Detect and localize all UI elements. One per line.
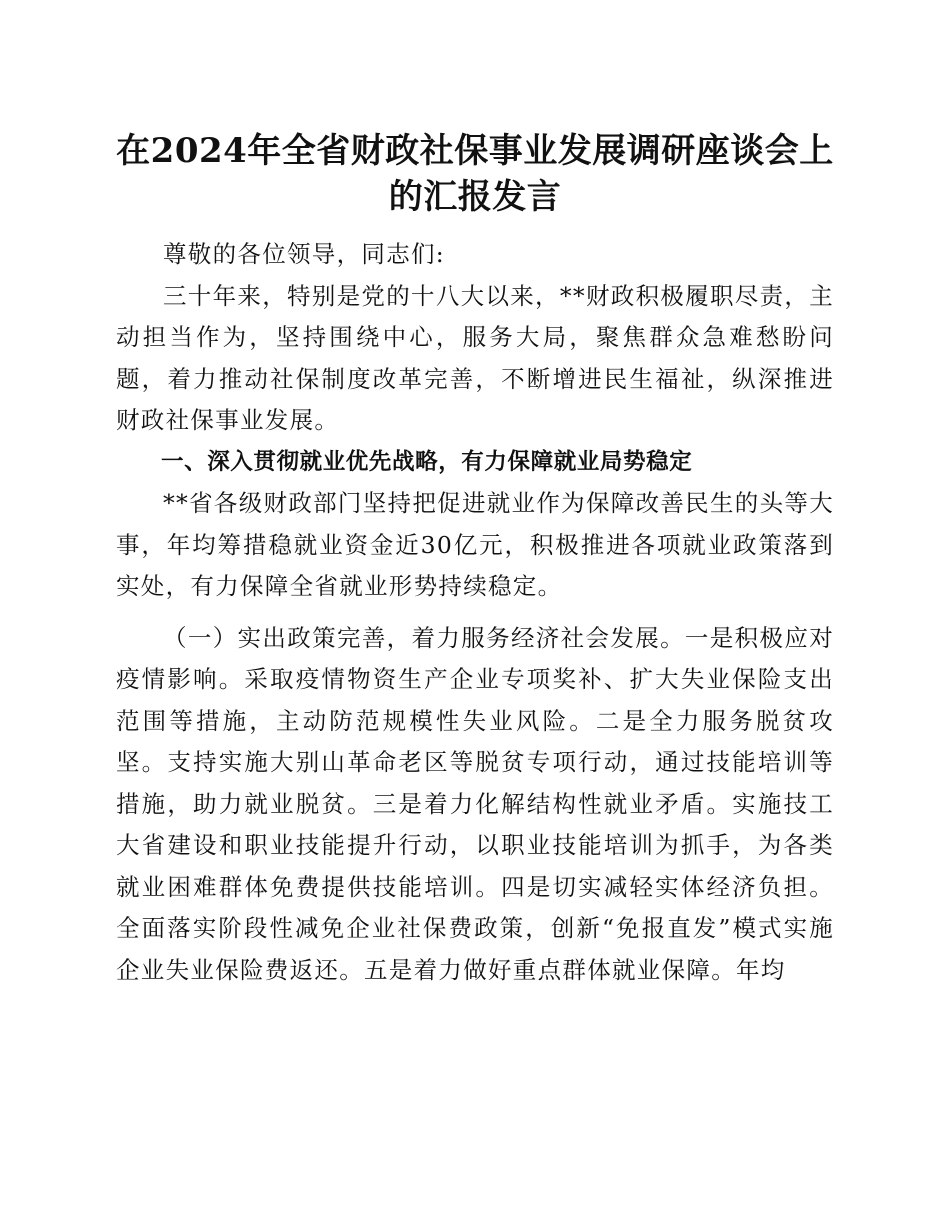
title-line-1: 在2024年全省财政社保事业发展调研座谈会上 (116, 131, 834, 171)
document-page (116, 128, 834, 991)
title-line-2: 的汇报发言 (388, 177, 562, 217)
section-1-paragraph: **省各级财政部门坚持把促进就业作为保障改善民生的头等大事，年均筹措稳就业资金近30亿元，积极推进各项就业政策落到实处，有力保障全省就业形势持续稳定。 (116, 489, 834, 600)
document-body (116, 234, 834, 991)
section-heading-1: 一、深入贯彻就业优先战略，有力保障就业局势稳定 (161, 448, 693, 475)
intro-paragraph: 三十年来，特别是党的十八大以来，**财政积极履职尽责，主动担当作为，坚持围绕中心，服务大局，聚焦群众急难愁盼问题，着力推动社保制度改革完善，不断增进民生福祉，纵深推进财政社保事业发展。 (116, 281, 834, 434)
document-title (116, 128, 834, 220)
subsection-1-paragraph: （一）实出政策完善，着力服务经济社会发展。一是积极应对疫情影响。采取疫情物资生产企业专项奖补、扩大失业保险支出范围等措施，主动防范规模性失业风险。二是全力服务脱贫攻坚。支持实施大别山革命老区等脱贫专项行动，通过技能培训等措施，助力就业脱贫。三是着力化解结构性就业矛盾。实施技工大省建设和职业技能提升行动，以职业技能培训为抓手，为各类就业困难群体免费提供技能培训。四是切实减轻实体经济负担。全面落实阶段性减免企业社保费政策，创新“免报直发”模式实施企业失业保险费返还。五是着力做好重点群体就业保障。年均 (116, 623, 834, 984)
salutation: 尊敬的各位领导，同志们: (163, 240, 446, 268)
